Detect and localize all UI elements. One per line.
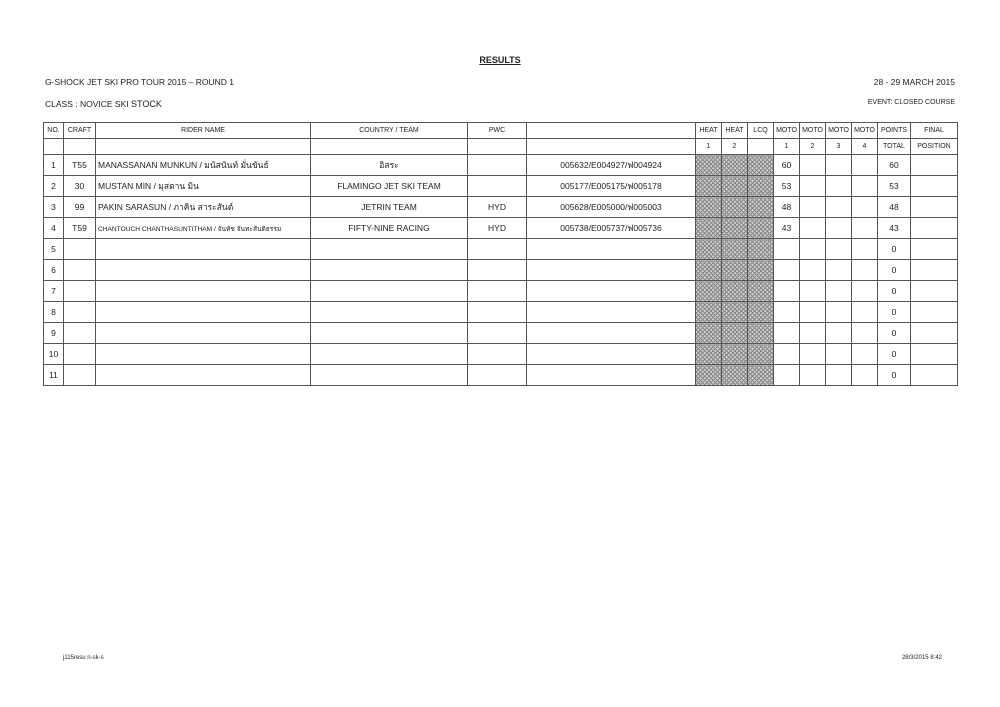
- cell-lcq: [748, 323, 774, 344]
- cell-no: 10: [44, 344, 64, 365]
- col-moto-2: MOTO: [800, 123, 826, 139]
- col-moto-3: MOTO: [826, 123, 852, 139]
- cell-craft: [64, 239, 96, 260]
- cell-moto-2: [800, 365, 826, 386]
- cell-moto-3: [826, 197, 852, 218]
- cell-points-total: 0: [878, 365, 911, 386]
- results-table-body: [44, 155, 958, 386]
- cell-serial: [527, 365, 696, 386]
- table-row: [44, 239, 958, 260]
- cell-points-total: 0: [878, 281, 911, 302]
- cell-points-total: 53: [878, 176, 911, 197]
- cell-moto-1: 60: [774, 155, 800, 176]
- cell-serial: 005177/E005175/ฟ005178: [527, 176, 696, 197]
- cell-craft: [64, 344, 96, 365]
- cell-heat-2: [722, 176, 748, 197]
- cell-rider-name: PAKIN SARASUN / ภาคิน สาระสันต์: [96, 197, 311, 218]
- cell-final-position: [911, 281, 958, 302]
- cell-final-position: [911, 197, 958, 218]
- event-date: 28 - 29 MARCH 2015: [873, 77, 955, 87]
- event-name: G-SHOCK JET SKI PRO TOUR 2015 – ROUND 1: [45, 77, 234, 87]
- col-no-sub: [44, 139, 64, 155]
- cell-moto-1: 48: [774, 197, 800, 218]
- col-moto-2-sub: 2: [800, 139, 826, 155]
- cell-moto-1: [774, 281, 800, 302]
- cell-serial: [527, 239, 696, 260]
- cell-lcq: [748, 302, 774, 323]
- cell-moto-2: [800, 197, 826, 218]
- col-heat-2: HEAT: [722, 123, 748, 139]
- col-moto-1: MOTO: [774, 123, 800, 139]
- cell-lcq: [748, 281, 774, 302]
- cell-final-position: [911, 365, 958, 386]
- table-row: [44, 281, 958, 302]
- cell-moto-1: 53: [774, 176, 800, 197]
- cell-lcq: [748, 260, 774, 281]
- cell-heat-1: [696, 302, 722, 323]
- table-row: [44, 344, 958, 365]
- cell-serial: 005738/E005737/ฟ005736: [527, 218, 696, 239]
- cell-country-team: [311, 365, 468, 386]
- cell-rider-name: [96, 281, 311, 302]
- cell-moto-3: [826, 155, 852, 176]
- cell-heat-1: [696, 155, 722, 176]
- cell-moto-3: [826, 302, 852, 323]
- class-type: STOCK: [131, 99, 162, 109]
- col-country-sub: [311, 139, 468, 155]
- cell-serial: [527, 344, 696, 365]
- cell-lcq: [748, 365, 774, 386]
- cell-country-team: [311, 239, 468, 260]
- cell-country-team: [311, 302, 468, 323]
- cell-rider-name: MANASSANAN MUNKUN / มนัสนันท์ มั่นขันธ์: [96, 155, 311, 176]
- col-pwc-sub: [468, 139, 527, 155]
- col-country-team: COUNTRY / TEAM: [311, 123, 468, 139]
- cell-moto-4: [852, 218, 878, 239]
- cell-points-total: 0: [878, 302, 911, 323]
- cell-heat-2: [722, 197, 748, 218]
- cell-moto-2: [800, 155, 826, 176]
- col-moto-4: MOTO: [852, 123, 878, 139]
- cell-lcq: [748, 176, 774, 197]
- cell-heat-2: [722, 260, 748, 281]
- col-rider-sub: [96, 139, 311, 155]
- cell-no: 6: [44, 260, 64, 281]
- cell-pwc: [468, 365, 527, 386]
- cell-heat-1: [696, 197, 722, 218]
- cell-heat-2: [722, 281, 748, 302]
- cell-moto-3: [826, 218, 852, 239]
- cell-heat-2: [722, 302, 748, 323]
- cell-rider-name: CHANTOUCH CHANTHASUNTITHAM / จันทัช จันทะสันติธรรม: [96, 218, 311, 239]
- cell-moto-2: [800, 323, 826, 344]
- cell-moto-4: [852, 239, 878, 260]
- table-row: [44, 155, 958, 176]
- cell-heat-1: [696, 281, 722, 302]
- col-final-sub: POSITION: [911, 139, 958, 155]
- col-lcq: LCQ: [748, 123, 774, 139]
- cell-rider-name: MUSTAN MIN / มุสตาน มิน: [96, 176, 311, 197]
- cell-points-total: 0: [878, 239, 911, 260]
- cell-rider-name: [96, 344, 311, 365]
- cell-pwc: [468, 281, 527, 302]
- cell-moto-3: [826, 365, 852, 386]
- cell-points-total: 48: [878, 197, 911, 218]
- cell-pwc: [468, 155, 527, 176]
- cell-craft: [64, 323, 96, 344]
- cell-craft: [64, 281, 96, 302]
- col-points-sub: TOTAL: [878, 139, 911, 155]
- cell-craft: [64, 260, 96, 281]
- results-table: [43, 122, 958, 386]
- cell-pwc: HYD: [468, 197, 527, 218]
- cell-heat-2: [722, 218, 748, 239]
- cell-moto-2: [800, 260, 826, 281]
- table-row: [44, 197, 958, 218]
- cell-moto-4: [852, 281, 878, 302]
- class-label: CLASS : NOVICE SKI: [45, 99, 129, 109]
- col-serial: [527, 123, 696, 139]
- cell-no: 7: [44, 281, 64, 302]
- col-craft-sub: [64, 139, 96, 155]
- cell-craft: [64, 302, 96, 323]
- cell-country-team: [311, 281, 468, 302]
- event-type: EVENT: CLOSED COURSE: [867, 99, 955, 106]
- cell-moto-2: [800, 218, 826, 239]
- cell-moto-4: [852, 197, 878, 218]
- cell-craft: 99: [64, 197, 96, 218]
- cell-no: 11: [44, 365, 64, 386]
- cell-no: 9: [44, 323, 64, 344]
- cell-pwc: [468, 323, 527, 344]
- cell-country-team: [311, 344, 468, 365]
- cell-rider-name: [96, 365, 311, 386]
- cell-points-total: 43: [878, 218, 911, 239]
- cell-points-total: 0: [878, 260, 911, 281]
- cell-no: 8: [44, 302, 64, 323]
- cell-heat-1: [696, 365, 722, 386]
- col-moto-3-sub: 3: [826, 139, 852, 155]
- col-rider-name: RIDER NAME: [96, 123, 311, 139]
- cell-moto-4: [852, 176, 878, 197]
- cell-serial: [527, 260, 696, 281]
- cell-country-team: [311, 323, 468, 344]
- cell-moto-3: [826, 260, 852, 281]
- page-title: RESULTS: [479, 55, 521, 65]
- cell-heat-1: [696, 323, 722, 344]
- cell-craft: [64, 365, 96, 386]
- cell-heat-1: [696, 239, 722, 260]
- cell-no: 5: [44, 239, 64, 260]
- col-pwc: PWC: [468, 123, 527, 139]
- col-moto-4-sub: 4: [852, 139, 878, 155]
- col-craft: CRAFT: [64, 123, 96, 139]
- file-code: j115resu n-sk-s: [63, 655, 104, 661]
- cell-final-position: [911, 155, 958, 176]
- cell-country-team: FLAMINGO JET SKI TEAM: [311, 176, 468, 197]
- table-row: [44, 365, 958, 386]
- cell-serial: 005628/E005000/ฟ005003: [527, 197, 696, 218]
- cell-heat-2: [722, 344, 748, 365]
- cell-moto-1: [774, 260, 800, 281]
- cell-moto-2: [800, 281, 826, 302]
- cell-serial: [527, 323, 696, 344]
- cell-moto-3: [826, 176, 852, 197]
- col-final: FINAL: [911, 123, 958, 139]
- cell-serial: 005632/E004927/ฟ004924: [527, 155, 696, 176]
- cell-pwc: [468, 344, 527, 365]
- cell-final-position: [911, 302, 958, 323]
- table-row: [44, 260, 958, 281]
- cell-moto-4: [852, 302, 878, 323]
- cell-moto-1: [774, 365, 800, 386]
- cell-moto-1: [774, 344, 800, 365]
- cell-moto-4: [852, 344, 878, 365]
- cell-no: 4: [44, 218, 64, 239]
- cell-pwc: [468, 176, 527, 197]
- cell-pwc: [468, 239, 527, 260]
- table-row: [44, 302, 958, 323]
- cell-country-team: อิสระ: [311, 155, 468, 176]
- cell-rider-name: [96, 323, 311, 344]
- cell-moto-2: [800, 302, 826, 323]
- cell-moto-4: [852, 260, 878, 281]
- cell-moto-4: [852, 323, 878, 344]
- cell-lcq: [748, 239, 774, 260]
- cell-points-total: 0: [878, 323, 911, 344]
- cell-heat-1: [696, 176, 722, 197]
- cell-moto-1: [774, 239, 800, 260]
- cell-moto-2: [800, 239, 826, 260]
- col-heat-2-sub: 2: [722, 139, 748, 155]
- cell-heat-2: [722, 323, 748, 344]
- col-moto-1-sub: 1: [774, 139, 800, 155]
- class-info: [45, 99, 162, 109]
- cell-moto-2: [800, 176, 826, 197]
- cell-moto-1: 43: [774, 218, 800, 239]
- cell-final-position: [911, 239, 958, 260]
- table-row: [44, 323, 958, 344]
- cell-serial: [527, 302, 696, 323]
- cell-craft: T59: [64, 218, 96, 239]
- cell-final-position: [911, 344, 958, 365]
- cell-moto-2: [800, 344, 826, 365]
- cell-pwc: [468, 260, 527, 281]
- cell-country-team: JETRIN TEAM: [311, 197, 468, 218]
- cell-heat-1: [696, 344, 722, 365]
- col-serial-sub: [527, 139, 696, 155]
- cell-moto-3: [826, 239, 852, 260]
- cell-points-total: 0: [878, 344, 911, 365]
- cell-country-team: [311, 260, 468, 281]
- cell-heat-2: [722, 239, 748, 260]
- cell-country-team: FIFTY-NINE RACING: [311, 218, 468, 239]
- col-no: NO.: [44, 123, 64, 139]
- cell-heat-1: [696, 218, 722, 239]
- cell-final-position: [911, 176, 958, 197]
- print-timestamp: 28/3/2015 8:42: [901, 655, 942, 661]
- cell-final-position: [911, 218, 958, 239]
- cell-heat-2: [722, 365, 748, 386]
- cell-points-total: 60: [878, 155, 911, 176]
- cell-final-position: [911, 260, 958, 281]
- table-row: [44, 218, 958, 239]
- cell-lcq: [748, 197, 774, 218]
- cell-pwc: [468, 302, 527, 323]
- col-points: POINTS: [878, 123, 911, 139]
- cell-heat-1: [696, 260, 722, 281]
- cell-no: 1: [44, 155, 64, 176]
- cell-moto-3: [826, 323, 852, 344]
- cell-moto-1: [774, 302, 800, 323]
- col-heat-1: HEAT: [696, 123, 722, 139]
- cell-lcq: [748, 155, 774, 176]
- col-lcq-sub: [748, 139, 774, 155]
- cell-craft: T55: [64, 155, 96, 176]
- cell-lcq: [748, 344, 774, 365]
- col-heat-1-sub: 1: [696, 139, 722, 155]
- cell-pwc: HYD: [468, 218, 527, 239]
- cell-rider-name: [96, 239, 311, 260]
- cell-rider-name: [96, 302, 311, 323]
- cell-moto-1: [774, 323, 800, 344]
- cell-moto-3: [826, 281, 852, 302]
- cell-rider-name: [96, 260, 311, 281]
- cell-no: 2: [44, 176, 64, 197]
- cell-serial: [527, 281, 696, 302]
- cell-moto-4: [852, 155, 878, 176]
- cell-craft: 30: [64, 176, 96, 197]
- results-table-header: [44, 123, 958, 155]
- cell-final-position: [911, 323, 958, 344]
- table-row: [44, 176, 958, 197]
- cell-lcq: [748, 218, 774, 239]
- cell-moto-3: [826, 344, 852, 365]
- cell-heat-2: [722, 155, 748, 176]
- cell-moto-4: [852, 365, 878, 386]
- cell-no: 3: [44, 197, 64, 218]
